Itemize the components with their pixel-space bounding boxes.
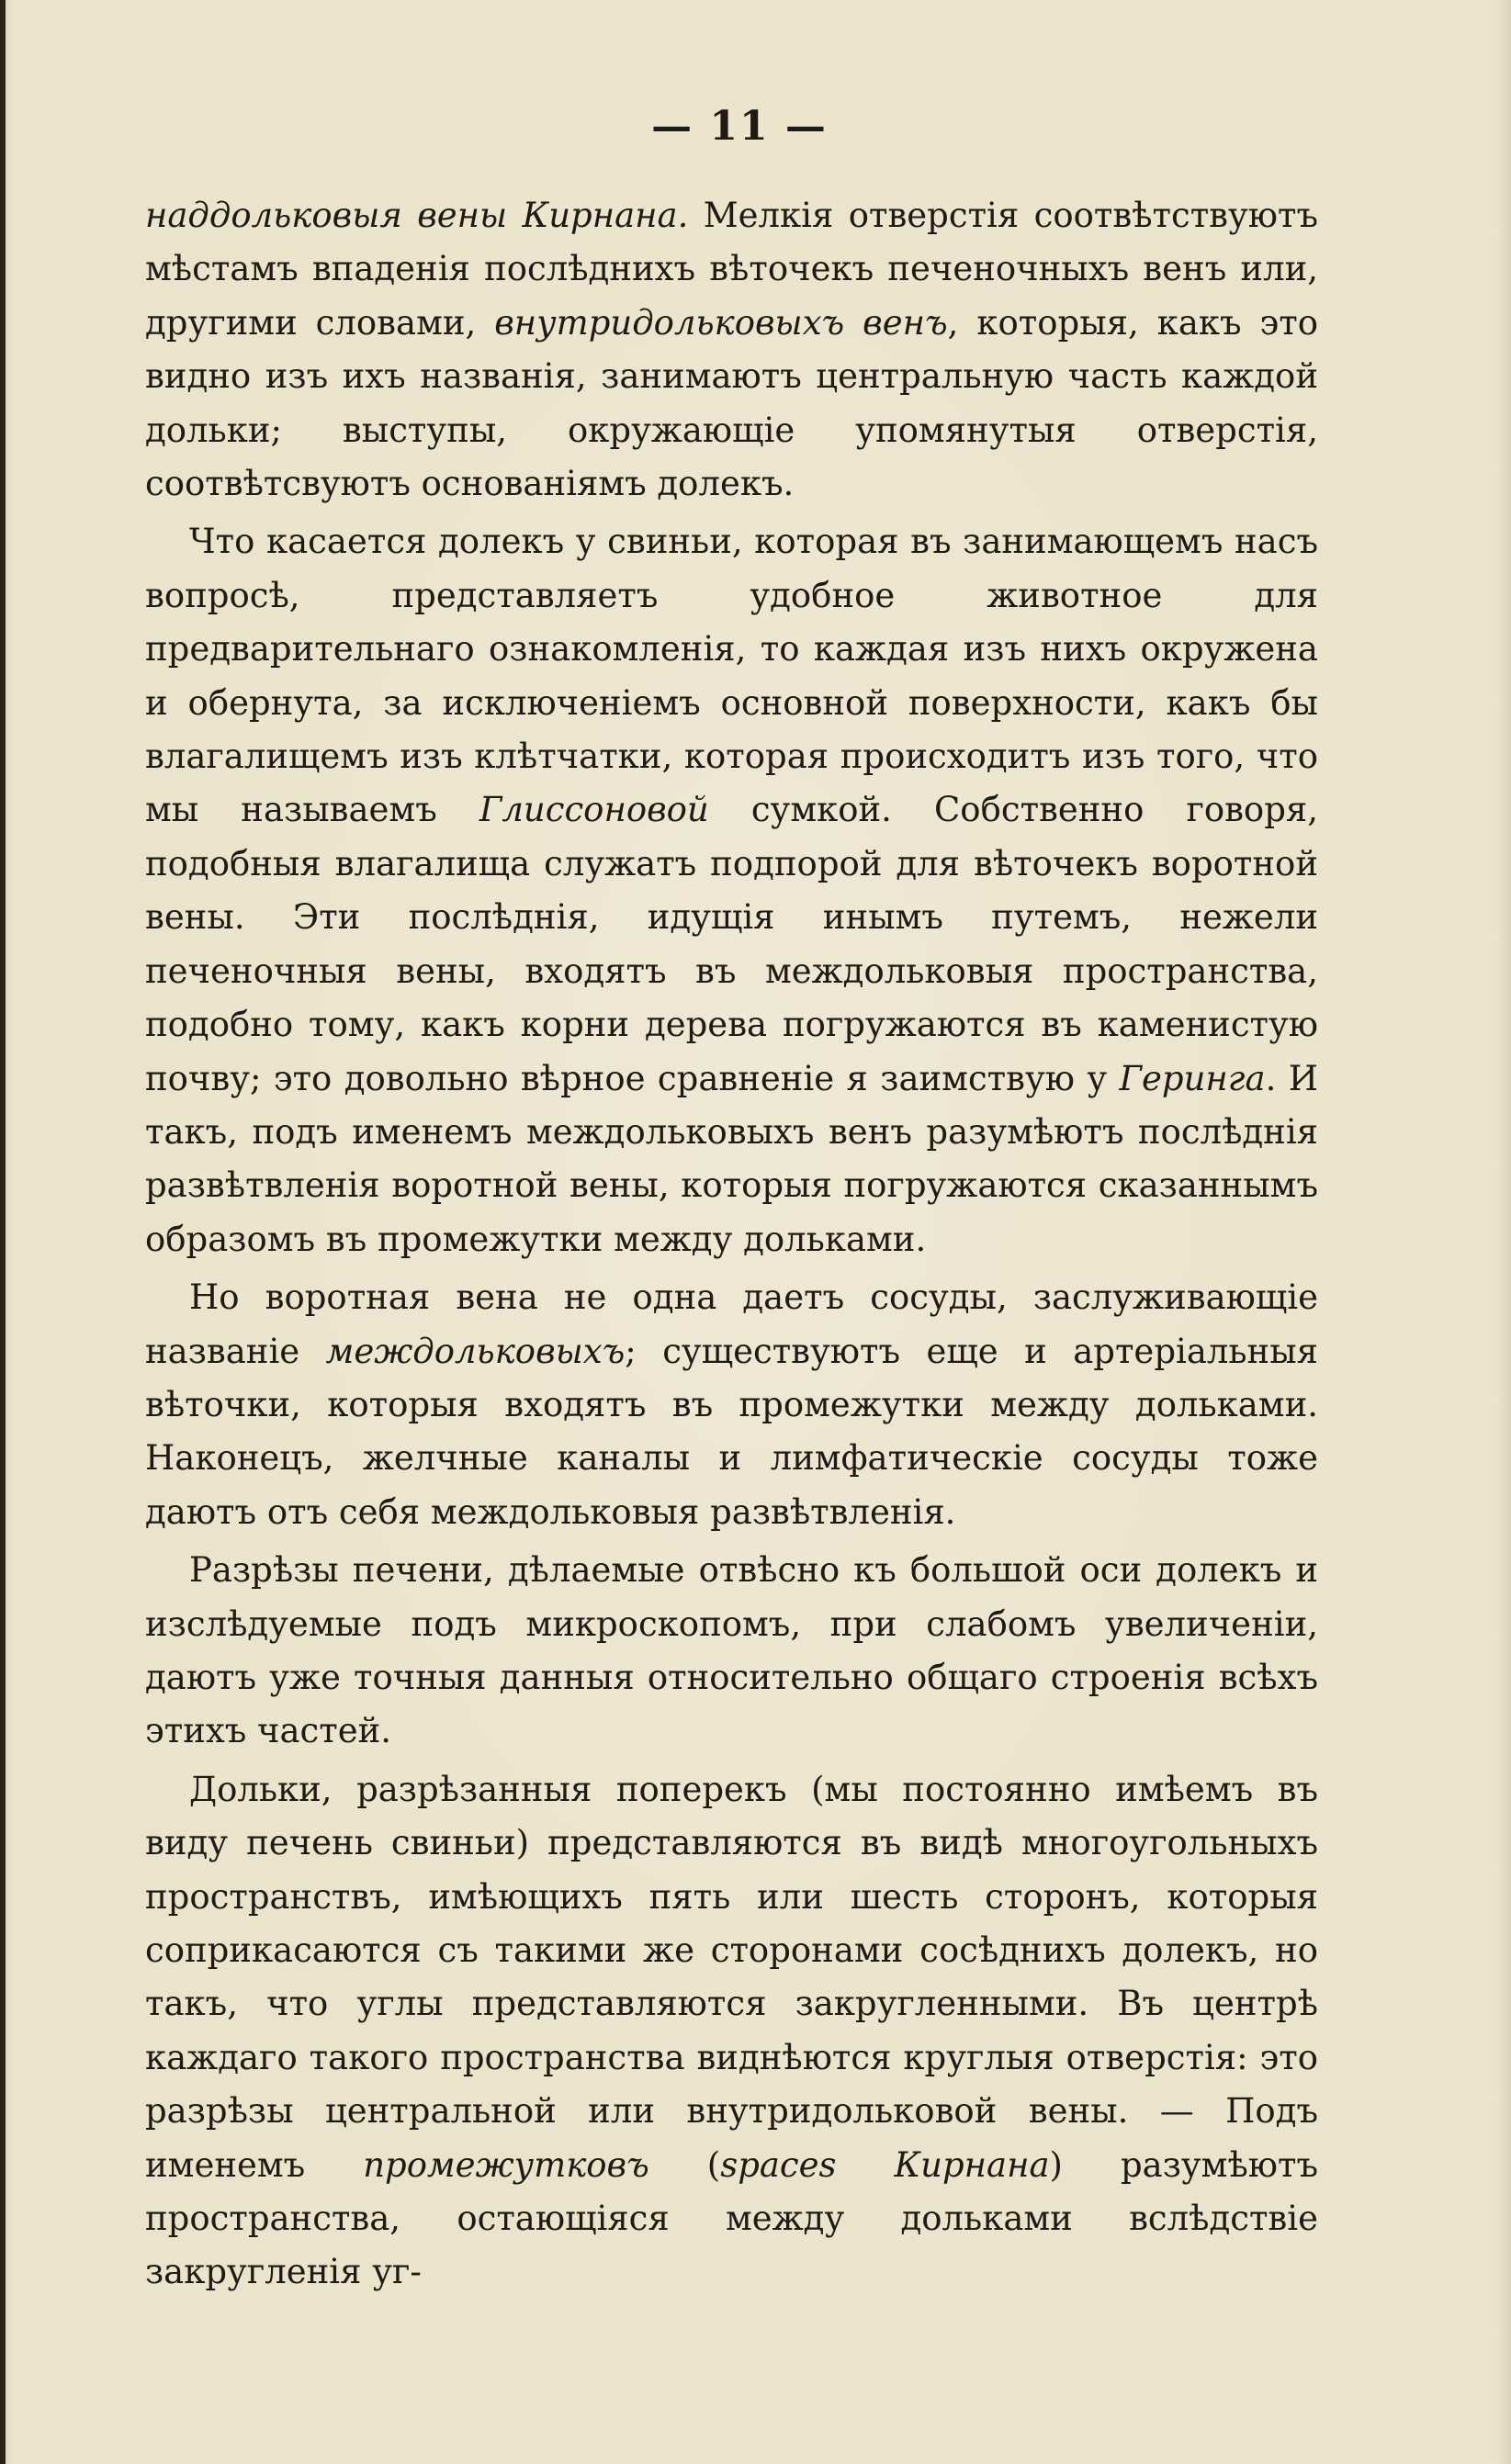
body-text [145, 189, 1318, 2300]
text-segment: междольковыхъ [325, 1331, 626, 1371]
paragraph-2 [145, 515, 1318, 1266]
text-segment: . И такъ, подъ именемъ междольковыхъ венъ разумѣютъ послѣднія развѣтвленія воротной вены, которыя погружаются сказаннымъ образомъ въ промежутки между дольками. [145, 1058, 1318, 1259]
paragraph-4 [145, 1544, 1318, 1759]
text-segment: , которыя, какъ это видно изъ ихъ названія, занимаютъ центральную часть каждой дольки; выступы, окружающіе упомянутыя отверстія, соотвѣтсвуютъ основаніямъ долекъ. [145, 302, 1319, 504]
text-segment: spaces Кирнана [720, 2144, 1050, 2185]
text-segment: ) разумѣютъ пространства, остающіяся между дольками вслѣдствіе закругленія уг- [145, 2144, 1318, 2292]
text-segment: Что касается долекъ у свиньи, которая въ занимающемъ насъ вопросѣ, представляетъ удобное животное для предварительнаго ознакомленія, то каждая изъ нихъ окружена и обернута, за исключеніемъ основной поверхности, какъ бы влагалищемъ изъ клѣтчатки, которая происходитъ изъ того, что мы называемъ [145, 522, 1318, 830]
text-segment: внутридольковыхъ венъ [494, 302, 948, 343]
text-segment: Глиссоновой [479, 790, 709, 830]
text-segment: Разрѣзы печени, дѣлаемые отвѣсно къ большой оси долекъ и изслѣдуемые подъ микроскопомъ, при слабомъ увеличеніи, даютъ уже точныя данныя относительно общаго строенія всѣхъ этихъ частей. [145, 1550, 1318, 1751]
text-segment: Мелкія отверстія соотвѣтствуютъ мѣстамъ впаденія послѣднихъ вѣточекъ печеночныхъ венъ или, другими словами, [145, 196, 1318, 343]
paragraph-5 [145, 1763, 1318, 2300]
text-segment: Но воротная вена не одна даетъ сосуды, заслуживающіе названіе [145, 1277, 1318, 1371]
page-binding-edge [0, 0, 6, 2464]
text-segment: ( [648, 2144, 721, 2185]
text-segment: промежутковъ [363, 2144, 649, 2185]
text-segment: Дольки, разрѣзанныя поперекъ (мы постоянно имѣемъ въ виду печень свиньи) представляются въ видѣ многоугольныхъ пространствъ, имѣющихъ пять или шесть сторонъ, которыя соприкасаются съ такими же сторонами сосѣднихъ долекъ, но такъ, что углы представляются закругленными. Въ центрѣ каждаго такого пространства виднѣются круглыя отверстія: это разрѣзы центральной или внутридольковой вены. — Подъ именемъ [145, 1769, 1318, 2185]
page-number: — 11 — [651, 103, 828, 150]
text-segment: сумкой. Собственно говоря, подобныя влагалища служатъ подпорой для вѣточекъ воротной вены. Эти послѣднія, идущія инымъ путемъ, нежели печеночныя вены, входятъ въ междольковыя пространства, подобно тому, какъ корни дерева погружаются въ каменистую почву; это довольно вѣрное сравненіе я заимствую у [145, 790, 1318, 1098]
text-segment: наддольковыя вены Кирнана. [145, 196, 689, 235]
paragraph-1 [145, 189, 1318, 511]
text-segment: ; существуютъ еще и артеріальныя вѣточки, которыя входятъ въ промежутки между дольками. Наконецъ, желчные каналы и лимфатическіе сосуды тоже даютъ отъ себя междольковыя развѣтвленія. [145, 1331, 1318, 1532]
paragraph-3 [145, 1271, 1318, 1539]
text-segment: Геринга [1119, 1058, 1266, 1098]
